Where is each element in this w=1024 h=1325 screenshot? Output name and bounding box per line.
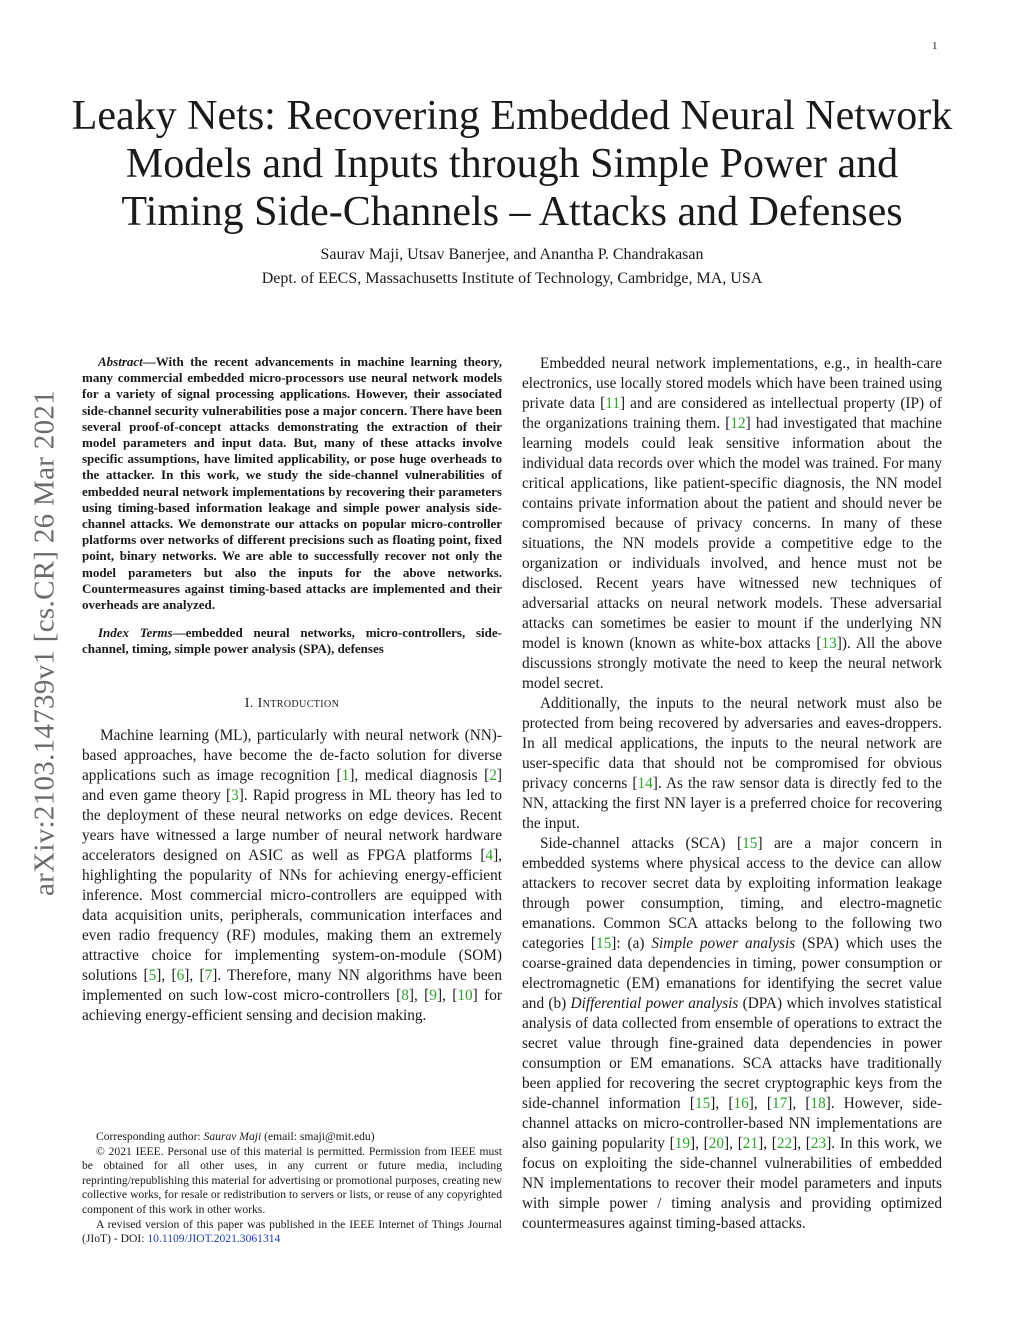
text-run: ]. Rapid progress in ML theory has led to the deployment of these neural networks on edge devices. Recent years have witnessed a large number of neural network hardware accelerators designed on ASIC as well as FPGA platforms [ — [82, 786, 503, 864]
title-line: Timing Side-Channels – Attacks and Defenses — [121, 189, 903, 235]
author-name: Saurav Maji — [203, 1130, 262, 1143]
emphasis: Simple power analysis — [651, 935, 796, 952]
citation-link[interactable]: 7 — [204, 966, 213, 984]
text-run: Side-channel attacks (SCA) [ — [540, 835, 743, 852]
citation-link[interactable]: 17 — [771, 1095, 788, 1112]
text-run: ]. Therefore, many NN algorithms have been implemented on such low-cost micro-controllers [ — [82, 966, 502, 1004]
citation-link[interactable]: 4 — [485, 846, 494, 864]
affiliation: Dept. of EECS, Massachusetts Institute of Technology, Cambridge, MA, USA — [261, 270, 763, 287]
intro-paragraph — [82, 726, 502, 1026]
text-run: ], [ — [690, 1135, 709, 1152]
text-run: A revised version of this paper was published in the IEEE Internet of Things Journal (JIoT) - DOI: — [82, 1217, 502, 1246]
abstract-text: —With the recent advancements in machine learning theory, many commercial embedded micro-processors use neural network models for a variety of signal processing applications. However, their associated side-channel security vulnerabilities pose a major concern. There have been several proof-of-concept attacks demonstrating the extraction of their model parameters and input data. But, many of these attacks involve specific assumptions, have limited applicability, or pose huge overheads to the attacker. In this work, we study the side-channel vulnerabilities of embedded neural network implementations by recovering their parameters using timing-based information leakage and simple power analysis side-channel attacks. We demonstrate our attacks on popular micro-controller platforms over networks of different precisions such as floating point, fixed point, binary networks. We are able to successfully recover not only the model parameters but also the inputs for the above networks. Countermeasures against timing-based attacks are implemented and their overheads are analyzed. — [82, 354, 502, 613]
copyright-note: © 2021 IEEE. Personal use of this material is permitted. Permission from IEEE must be obtained for all other uses, in any current or future media, including reprinting/republishing this material for advertising or promotional purposes, creating new collective works, for resale or redistribution to servers or lists, or reuse of any copyrighted component of this work in other works. — [82, 1144, 502, 1216]
text-run: ], [ — [758, 1135, 777, 1152]
text-run: ] had investigated that machine learning models could leak sensitive information about the individual data records over which the model was trained. For many critical applications, like patient-specific diagnosis, the NN model contains private information about the patient and should never be compromised because of privacy concerns. In many of these situations, the NN models provide a competitive edge to the organization or individuals involved, and hence must not be disclosed. Recent years have witnessed new techniques of adversarial attacks on neural network models. These adversarial attacks can sometimes be easier to mount if the underlying NN model is known (known as white-box attacks [ — [522, 415, 942, 652]
page-number: 1 — [932, 40, 938, 52]
title-line: Leaky Nets: Recovering Embedded Neural Network — [71, 93, 953, 139]
text-run: ], [ — [748, 1095, 772, 1112]
text-run: Additionally, the inputs to the neural network must also be protected from being recovered by adversaries and eaves-droppers. In all medical applications, the inputs to the neural network are user-specific data that should not be compromised for obvious privacy concerns [ — [522, 695, 942, 792]
text-run: ], [ — [436, 986, 458, 1004]
body-paragraph — [522, 354, 942, 694]
right-column — [522, 354, 942, 1234]
corresponding-author-note — [82, 1130, 502, 1145]
section-numeral: I. — [244, 695, 254, 711]
citation-link[interactable]: 12 — [730, 415, 746, 432]
author-email: (email: smaji@mit.edu) — [261, 1130, 375, 1143]
text-run: ]). All the above discussions strongly motivate the need to keep the neural network model secret. — [522, 635, 942, 692]
revised-version-note — [82, 1218, 502, 1247]
citation-link[interactable]: 1 — [341, 766, 350, 784]
text-run: ], [ — [156, 966, 177, 984]
abstract-label: Abstract — [98, 354, 143, 369]
title-line: Models and Inputs through Simple Power and — [125, 141, 899, 187]
citation-link[interactable]: 16 — [733, 1095, 749, 1112]
text-run: ], [ — [792, 1135, 811, 1152]
text-run: ]. However, side-channel attacks on micro-controller-based NN implementations are also gaining popularity [ — [522, 1095, 942, 1152]
text-run: ]: (a) — [611, 935, 652, 952]
left-column — [82, 354, 502, 1026]
citation-link[interactable]: 23 — [810, 1135, 827, 1152]
text-run: ] and even game theory [ — [82, 766, 502, 804]
index-terms-label: Index Terms — [98, 625, 173, 641]
citation-link[interactable]: 11 — [605, 395, 620, 412]
text-run: ], [ — [710, 1095, 734, 1112]
text-run: ], [ — [724, 1135, 743, 1152]
arxiv-stamp: arXiv:2103.14739v1 [cs.CR] 26 Mar 2021 — [28, 390, 61, 896]
text-run: (SPA) which uses the coarse-grained data dependencies in timing, power consumption or electromagnetic (EM) emanations for identifying the secret value and (b) — [522, 935, 942, 1012]
citation-link[interactable]: 22 — [776, 1135, 793, 1152]
citation-link[interactable]: 13 — [821, 635, 837, 652]
section-heading — [82, 696, 502, 712]
citation-link[interactable]: 20 — [708, 1135, 725, 1152]
citation-link[interactable]: 19 — [674, 1135, 690, 1152]
citation-link[interactable]: 10 — [457, 986, 473, 1004]
citation-link[interactable]: 21 — [742, 1135, 759, 1152]
text-run: ]. In this work, we focus on exploiting the side-channel vulnerabilities of embedded NN implementations to recover their model parameters and inputs with simple power / timing analysis and providing optimized countermeasures against timing-based attacks. — [522, 1135, 942, 1232]
text-run: Corresponding author: — [96, 1130, 204, 1143]
citation-link[interactable]: 2 — [489, 766, 497, 784]
text-run: ], [ — [408, 986, 430, 1004]
citation-link[interactable]: 18 — [810, 1095, 826, 1112]
text-run: ] are a major concern in embedded systems where physical access to the device can allow attackers to recover secret data by exploiting information leakage through power consumption, timing, and electro-magnetic emanations. Common SCA attacks belong to the following two categories [ — [522, 835, 942, 952]
citation-link[interactable]: 3 — [231, 786, 239, 804]
citation-link[interactable]: 14 — [637, 775, 653, 792]
paper-title — [60, 92, 964, 236]
text-run: ] for achieving energy-efficient sensing and decision making. — [82, 986, 502, 1024]
text-run: ] and are considered as intellectual property (IP) of the organizations training them. [ — [522, 395, 942, 432]
abstract — [82, 354, 502, 613]
body-paragraph — [522, 834, 942, 1234]
citation-link[interactable]: 5 — [148, 966, 157, 984]
emphasis: Differential power analysis — [570, 995, 739, 1012]
text-run: ]. As the raw sensor data is directly fed to the NN, attacking the first NN layer is a preferred choice for recovering the input. — [522, 775, 942, 832]
text-run: ], [ — [184, 966, 205, 984]
index-terms — [82, 625, 502, 657]
doi-link[interactable]: 10.1109/JIOT.2021.3061314 — [147, 1232, 281, 1246]
text-run: ], [ — [787, 1095, 811, 1112]
citation-link[interactable]: 8 — [401, 986, 409, 1004]
footnotes — [82, 1130, 502, 1247]
text-run: (DPA) which involves statistical analysis of data collected from ensemble of operations to extract the secret value through fine-grained data dependencies in power consumption or EM emanations. SCA attacks have traditionally been applied for recovering the secret cryptographic keys from the side-channel information [ — [522, 995, 942, 1112]
author-names: Saurav Maji, Utsav Banerjee, and Anantha P. Chandrakasan — [320, 246, 704, 263]
body-paragraph — [522, 694, 942, 834]
citation-link[interactable]: 9 — [429, 986, 437, 1004]
citation-link[interactable]: 15 — [595, 935, 612, 952]
citation-link[interactable]: 6 — [176, 966, 185, 984]
citation-link[interactable]: 15 — [694, 1095, 711, 1112]
text-run: ], medical diagnosis [ — [349, 766, 490, 784]
text-run: ], highlighting the popularity of NNs for achieving energy-efficient inference. Most commercial micro-controllers are equipped with data acquisition units, peripherals, communication interfaces and even radio frequency (RF) modules, making them an extremely attractive choice for implementing system-on-module (SOM) solutions [ — [82, 846, 502, 984]
section-title: Introduction — [257, 695, 340, 711]
citation-link[interactable]: 15 — [742, 835, 758, 852]
text-run: Embedded neural network implementations, e.g., in health-care electronics, use locally stored models which have been trained using private data [ — [522, 355, 942, 412]
author-block — [60, 243, 964, 291]
text-run: Machine learning (ML), particularly with neural network (NN)-based approaches, have become the de-facto solution for diverse applications such as image recognition [ — [82, 726, 502, 784]
index-terms-text: —embedded neural networks, micro-controllers, side-channel, timing, simple power analysis (SPA), defenses — [82, 625, 502, 657]
